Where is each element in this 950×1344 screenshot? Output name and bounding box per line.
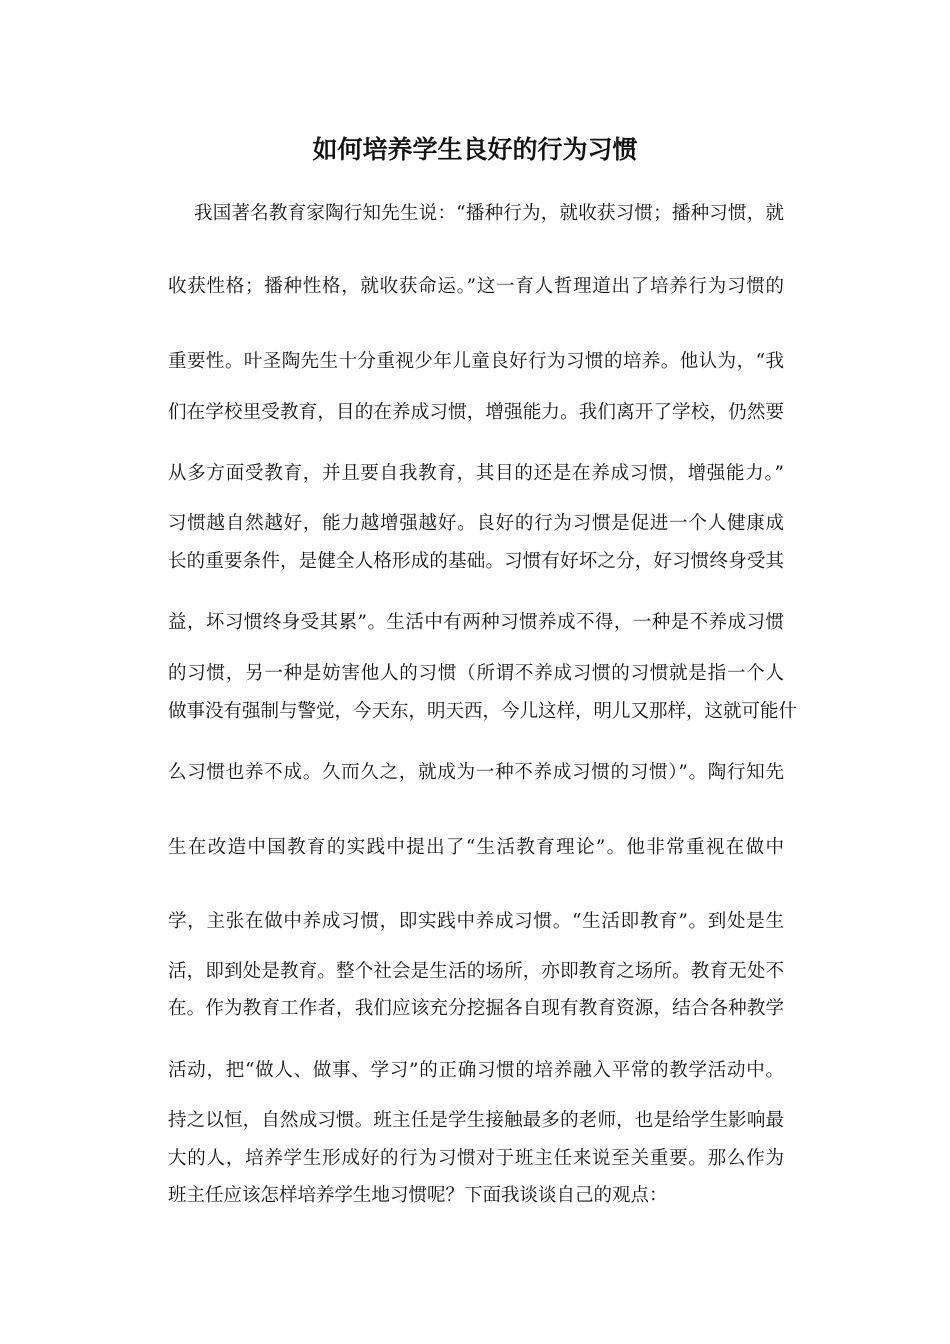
body-line-8: 益，坏习惯终身受其累”。生活中有两种习惯养成不得，一种是不养成习惯 (168, 612, 784, 633)
body-line-4: 们在学校里受教育，目的在养成习惯，增强能力。我们离开了学校，仍然要 (168, 402, 784, 423)
body-line-11: 么习惯也养不成。久而久之，就成为一种不养成习惯的习惯）”。陶行知先 (168, 762, 784, 783)
body-line-3: 重要性。叶圣陶先生十分重视少年儿童良好行为习惯的培养。他认为，“我 (168, 351, 784, 372)
body-line-6: 习惯越自然越好，能力越增强越好。良好的行为习惯是促进一个人健康成 (168, 513, 784, 534)
body-line-12: 生在改造中国教育的实践中提出了“生活教育理论”。他非常重视在做中 (168, 837, 784, 858)
body-line-19: 班主任应该怎样培养学生地习惯呢？下面我谈谈自己的观点： (168, 1185, 668, 1206)
body-line-9: 的习惯，另一种是妨害他人的习惯（所谓不养成习惯的习惯就是指一个人 (168, 663, 784, 684)
body-line-18: 大的人，培养学生形成好的行为习惯对于班主任来说至关重要。那么作为 (168, 1148, 784, 1169)
body-line-5: 从多方面受教育，并且要自我教育，其目的还是在养成习惯，增强能力。” (168, 463, 784, 484)
body-line-15: 在。作为教育工作者，我们应该充分挖掘各自现有教育资源，结合各种教学 (168, 998, 784, 1019)
body-line-10: 做事没有强制与警觉，今天东，明天西，今儿这样，明儿又那样，这就可能什 (168, 701, 798, 722)
document-title: 如何培养学生良好的行为习惯 (312, 135, 638, 164)
body-line-17: 持之以恒，自然成习惯。班主任是学生接触最多的老师，也是给学生影响最 (168, 1110, 784, 1131)
body-line-13: 学，主张在做中养成习惯，即实践中养成习惯。“生活即教育”。到处是生 (168, 911, 784, 932)
body-line-1: 我国著名教育家陶行知先生说：“播种行为，就收获习惯；播种习惯，就 (194, 203, 784, 224)
body-line-16: 活动，把“做人、做事、学习”的正确习惯的培养融入平常的教学活动中。 (168, 1060, 784, 1081)
body-line-2: 收获性格；播种性格，就收获命运。”这一育人哲理道出了培养行为习惯的 (168, 276, 784, 297)
body-line-7: 长的重要条件，是健全人格形成的基础。习惯有好坏之分，好习惯终身受其 (168, 551, 784, 572)
body-line-14: 活，即到处是教育。整个社会是生活的场所，亦即教育之场所。教育无处不 (168, 961, 784, 982)
